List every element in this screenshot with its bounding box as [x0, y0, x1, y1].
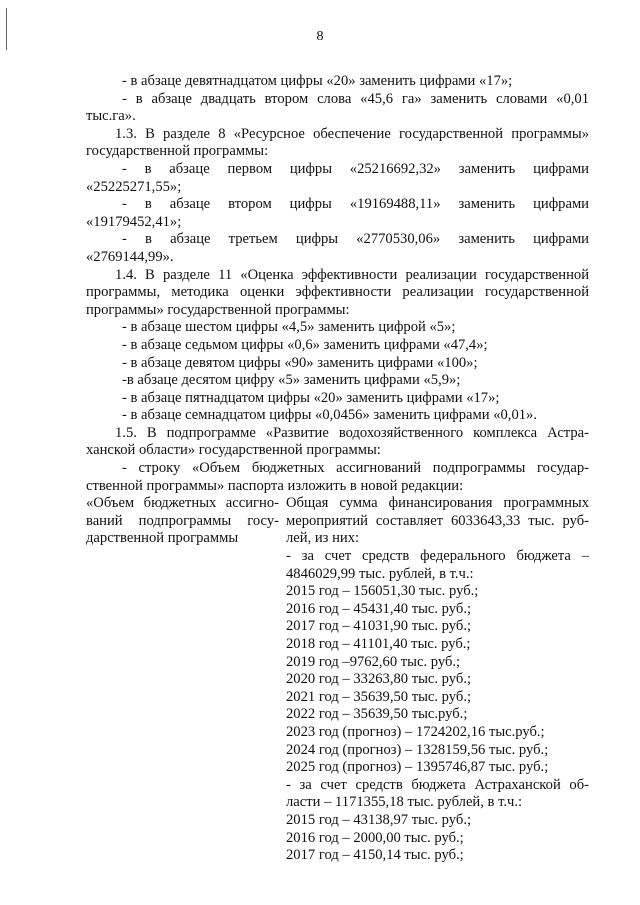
text-line: - в абзаце третьем цифры «2770530,06» заменить цифрами	[122, 231, 589, 248]
text-line: - в абзаце шестом цифры «4,5» заменить цифрой «5»;	[122, 319, 456, 336]
table-right-line: - за счет средств федерального бюджета –	[286, 548, 589, 565]
text-line: - в абзаце девятнадцатом цифры «20» заменить цифрами «17»;	[122, 73, 513, 89]
document-body	[86, 73, 589, 864]
text-line: тыс.га».	[86, 108, 136, 125]
text-line: 1.5. В подпрограмме «Развитие водохозяйственного комплекса Астра-	[115, 424, 589, 441]
text-line: - строку «Объем бюджетных ассигнований подпрограммы государ-	[122, 460, 589, 477]
table-right-line: Общая сумма финансирования программных	[286, 495, 589, 512]
table-left-line: «Объем бюджетных ассигно-	[86, 495, 279, 512]
table-right-line: 2017 год – 41031,90 тыс. руб.;	[286, 618, 472, 635]
text-line: - в абзаце двадцать втором слова «45,6 га» заменить словами «0,01	[122, 90, 589, 107]
text-line: -в абзаце десятом цифру «5» заменить цифрами «5,9»;	[122, 372, 461, 389]
text-line: 1.3. В разделе 8 «Ресурсное обеспечение государственной программы»	[115, 125, 589, 142]
table-right-line: - за счет средств бюджета Астраханской об-	[286, 776, 589, 793]
text-line: 1.4. В разделе 11 «Оценка эффективности реализации государственной	[115, 266, 589, 283]
text-line: ханской области» государственной программы:	[86, 442, 381, 459]
page-number: 8	[316, 29, 324, 44]
table-right-line: 2016 год – 2000,00 тыс. руб.;	[286, 829, 464, 846]
text-line: - в абзаце втором цифры «19169488,11» заменить цифрами	[122, 196, 589, 213]
table-right-line: 2023 год (прогноз) – 1724202,16 тыс.руб.;	[286, 723, 545, 740]
table-right-line: 2022 год – 35639,50 тыс.руб.;	[286, 706, 468, 723]
table-right-line: 2024 год (прогноз) – 1328159,56 тыс. руб.;	[286, 741, 549, 758]
text-line: государственной программы:	[86, 143, 269, 160]
table-right-line: 2018 год – 41101,40 тыс. руб.;	[286, 636, 471, 652]
text-line: - в абзаце первом цифры «25216692,32» заменить цифрами	[122, 160, 589, 177]
text-line: «2769144,99».	[86, 248, 174, 265]
table-right-line: 2020 год – 33263,80 тыс. руб.;	[286, 671, 472, 688]
table-right-line: 2025 год (прогноз) – 1395746,87 тыс. руб.;	[286, 759, 549, 776]
table-right-line: 2021 год – 35639,50 тыс. руб.;	[286, 688, 472, 705]
amendment-list	[86, 73, 589, 495]
table-right-line: мероприятий составляет 6033643,33 тыс. руб-	[286, 512, 589, 529]
text-line: «25225271,55»;	[86, 178, 182, 195]
text-line: - в абзаце девятом цифры «90» заменить цифрами «100»;	[122, 354, 478, 371]
text-line: - в абзаце пятнадцатом цифры «20» заменить цифрами «17»;	[122, 389, 500, 406]
table-left-line: ваний подпрограммы госу-	[86, 512, 279, 529]
table-left-column	[86, 495, 279, 548]
table-right-column	[286, 495, 589, 864]
table-right-line: ласти – 1171355,18 тыс. рублей, в т.ч.:	[286, 794, 523, 811]
table-right-line: 2019 год –9762,60 тыс. руб.;	[286, 653, 461, 670]
table-right-line: 2016 год – 45431,40 тыс. руб.;	[286, 600, 472, 617]
table-right-line: лей, из них:	[286, 530, 360, 547]
text-line: «19179452,41»;	[86, 213, 182, 230]
table-right-line: 2015 год – 43138,97 тыс. руб.;	[286, 811, 472, 828]
table-right-line: 2015 год – 156051,30 тыс. руб.;	[286, 583, 479, 600]
text-line: ственной программы» паспорта изложить в новой редакции:	[86, 477, 464, 494]
text-line: - в абзаце седьмом цифры «0,6» заменить цифрами «47,4»;	[122, 336, 488, 353]
text-line: программы, методика оценки эффективности реализации государственной	[86, 284, 589, 301]
table-right-line: 4846029,99 тыс. рублей, в т.ч.:	[286, 565, 474, 582]
text-line: - в абзаце семнадцатом цифры «0,0456» заменить цифрами «0,01».	[122, 407, 537, 424]
table-left-line: дарственной программы	[86, 530, 239, 547]
table-right-line: 2017 год – 4150,14 тыс. руб.;	[286, 847, 464, 864]
text-line: программы» государственной программы:	[86, 301, 350, 318]
